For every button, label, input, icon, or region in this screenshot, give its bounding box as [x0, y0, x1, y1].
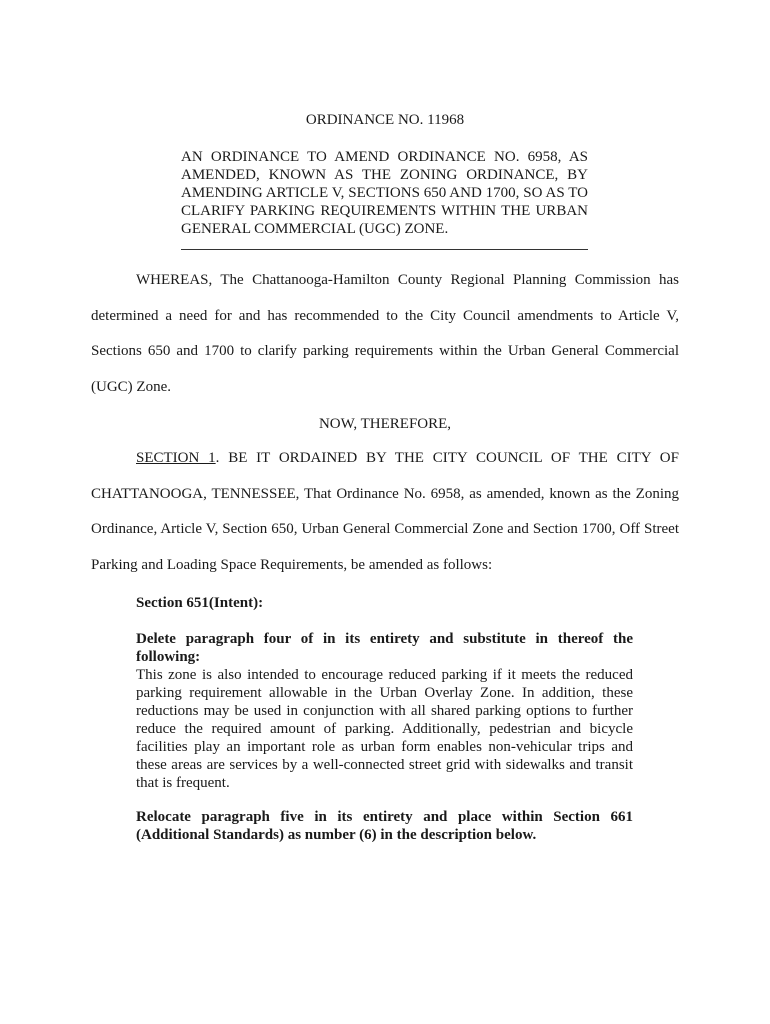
replacement-text: This zone is also intended to encourage reduced parking if it meets the reduced parking requirement allowable in the Urban Overlay Zone. In addition, these reductions may be used in conjunction with all shared parking options to further reduce the required amount of parking. Additionally, pedestrian and bicycle facilities play an important role as urban form enables non-vehicular trips and these areas are services by a well-connected street grid with sidewalks and transit that is frequent.: [136, 667, 633, 791]
caption-divider: [181, 249, 588, 250]
delete-instruction: Delete paragraph four of in its entirety and substitute in thereof the following:: [136, 631, 633, 665]
section-651-heading: Section 651(Intent):: [136, 595, 264, 611]
ordinance-caption: AN ORDINANCE TO AMEND ORDINANCE NO. 6958, AS AMENDED, KNOWN AS THE ZONING ORDINANCE, BY AMENDING ARTICLE V, SECTIONS 650 AND 1700, SO AS TO CLARIFY PARKING REQUIREMENTS WITHIN THE URBAN GENERAL COMMERCIAL (UGC) ZONE.: [181, 149, 588, 237]
relocate-instruction: Relocate paragraph five in its entirety and place within Section 661 (Additional Standards) as number (6) in the description below.: [136, 809, 633, 843]
section-1-paragraph: [91, 441, 679, 583]
section-1-heading: SECTION 1: [136, 450, 216, 466]
ordinance-title: ORDINANCE NO. 11968: [305, 112, 465, 128]
section-1-text: . BE IT ORDAINED BY THE CITY COUNCIL OF THE CITY OF CHATTANOOGA, TENNESSEE, That Ordinance No. 6958, as amended, known as the Zoning Ordinance, Article V, Section 650, Urban General Commercial Zone and Section 1700, Off Street Parking and Loading Space Requirements, be amended as follows:: [91, 450, 679, 573]
whereas-paragraph: WHEREAS, The Chattanooga-Hamilton County Regional Planning Commission has determined a need for and has recommended to the City Council amendments to Article V, Sections 650 and 1700 to clarify parking requirements within the Urban General Commercial (UGC) Zone.: [91, 272, 679, 395]
now-therefore-line: NOW, THEREFORE,: [318, 416, 452, 432]
